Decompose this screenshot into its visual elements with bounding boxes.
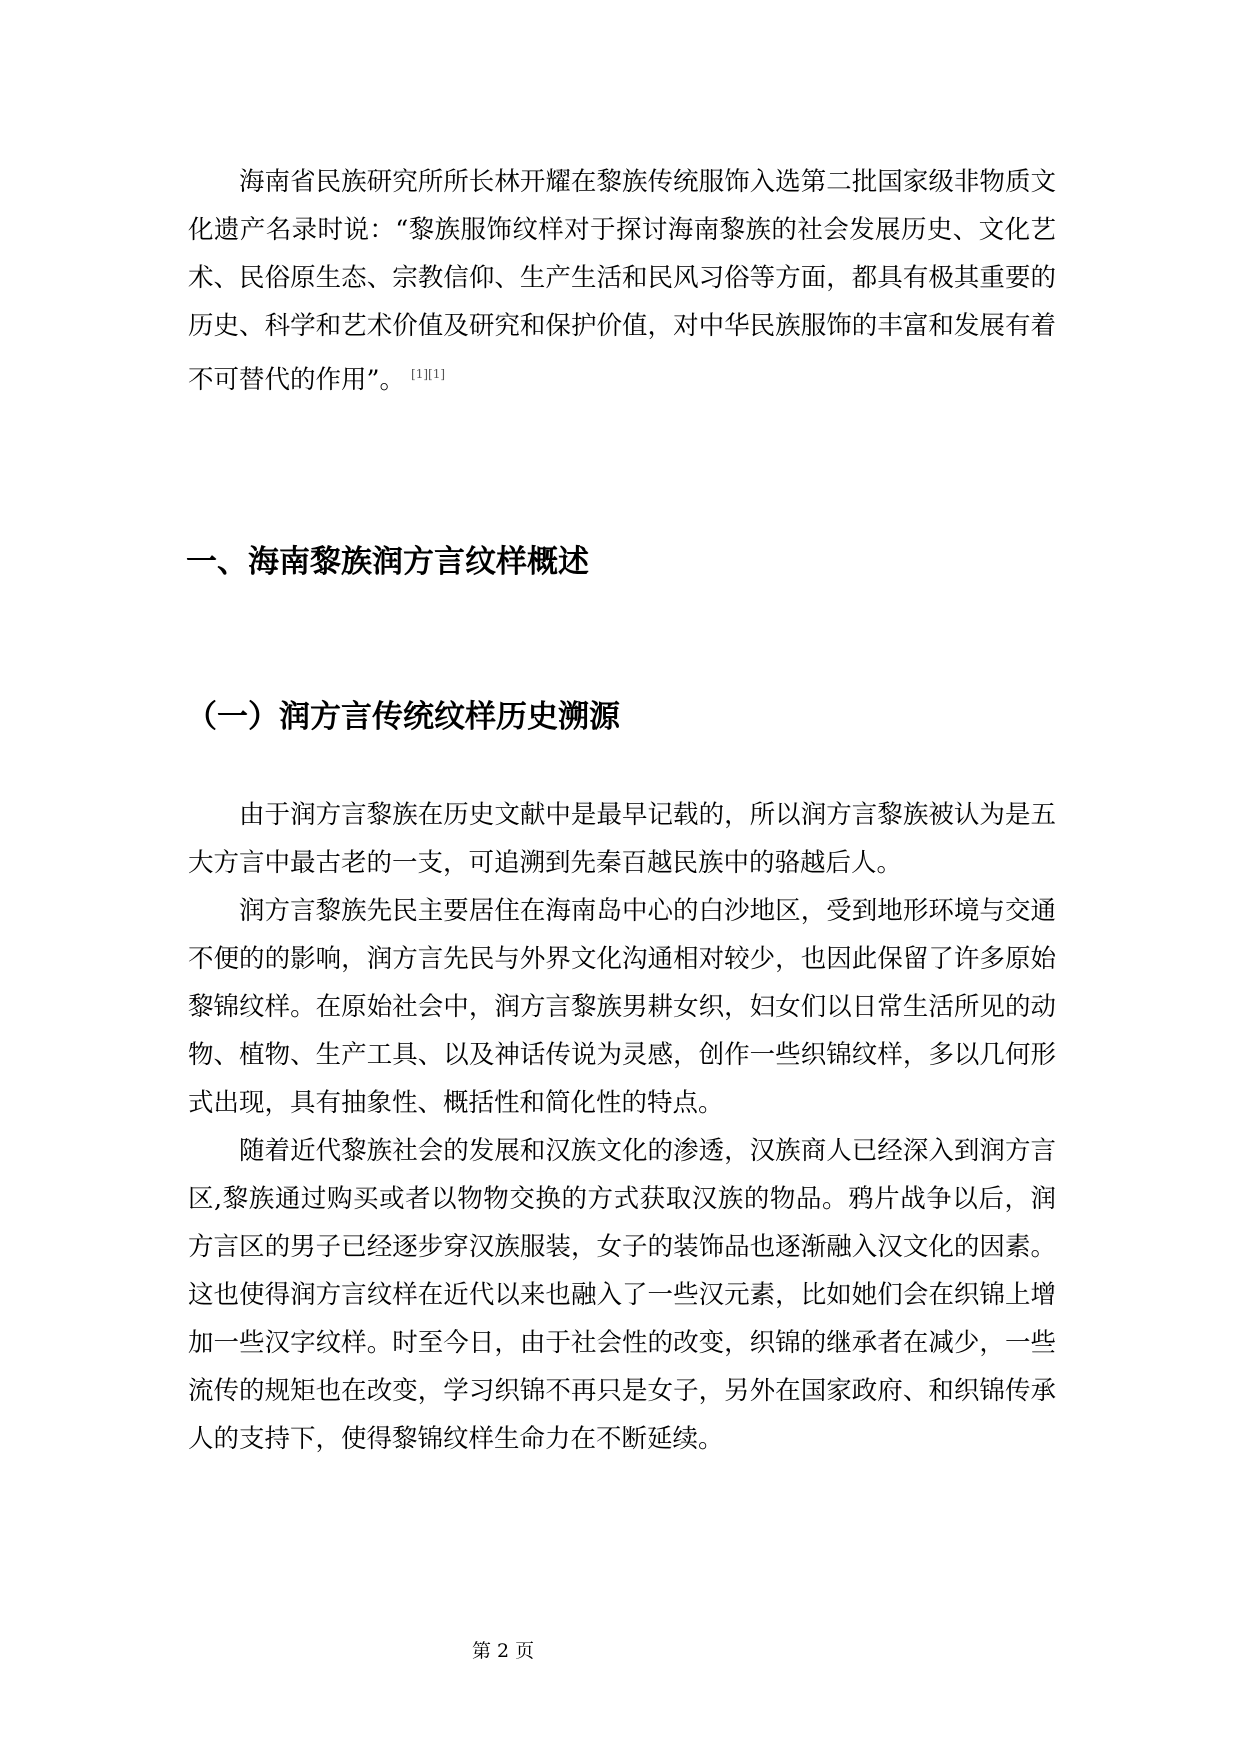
citation[interactable]: [1][1] (411, 367, 446, 381)
intro-paragraph (188, 158, 1056, 404)
paragraph: 润方言黎族先民主要居住在海南岛中心的白沙地区，受到地形环境与交通不便的的影响，润方言先民与外界文化沟通相对较少，也因此保留了许多原始黎锦纹样。在原始社会中，润方言黎族男耕女织，妇女们以日常生活所见的动物、植物、生产工具、以及神话传说为灵感，创作一些织锦纹样，多以几何形式出现，具有抽象性、概括性和简化性的特点。 (188, 896, 1056, 1118)
page-number: 第 2 页 (472, 1640, 535, 1662)
subsection-heading: （一）润方言传统纹样历史溯源 (186, 699, 620, 735)
paragraph-text: 海南省民族研究所所长林开耀在黎族传统服饰入选第二批国家级非物质文化遗产名录时说：“黎族服饰纹样对于探讨海南黎族的社会发展历史、文化艺术、民俗原生态、宗教信仰、生产生活和民风习俗等方面，都具有极其重要的历史、科学和艺术价值及研究和保护价值，对中华民族服饰的丰富和发展有着不可替代的作用”。 (188, 167, 1056, 395)
paragraph: 随着近代黎族社会的发展和汉族文化的渗透，汉族商人已经深入到润方言区,黎族通过购买或者以物物交换的方式获取汉族的物品。鸦片战争以后，润方言区的男子已经逐步穿汉族服装，女子的装饰品也逐渐融入汉文化的因素。这也使得润方言纹样在近代以来也融入了一些汉元素，比如她们会在织锦上增加一些汉字纹样。时至今日，由于社会性的改变，织锦的继承者在减少，一些流传的规矩也在改变，学习织锦不再只是女子，另外在国家政府、和织锦传承人的支持下，使得黎锦纹样生命力在不断延续。 (188, 1136, 1056, 1454)
section-heading: 一、海南黎族润方言纹样概述 (186, 544, 589, 580)
paragraph: 由于润方言黎族在历史文献中是最早记载的，所以润方言黎族被认为是五大方言中最古老的一支，可追溯到先秦百越民族中的骆越后人。 (188, 800, 1056, 878)
